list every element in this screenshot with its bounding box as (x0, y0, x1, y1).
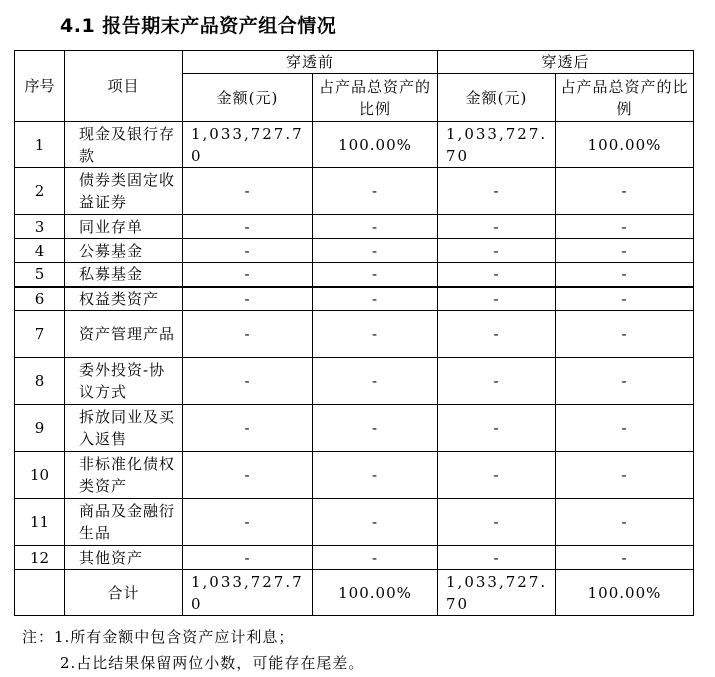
header-before-amount: 金额(元) (183, 74, 313, 122)
row-before-amount: - (183, 239, 313, 263)
row-item: 现金及银行存款 (65, 122, 183, 168)
row-before-ratio: - (313, 452, 438, 499)
total-no (15, 570, 65, 616)
row-after-amount: - (438, 358, 556, 405)
row-no: 8 (15, 358, 65, 405)
row-after-amount: - (438, 452, 556, 499)
row-item: 公募基金 (65, 239, 183, 263)
row-item: 非标准化债权类资产 (65, 452, 183, 499)
row-after-amount: - (438, 168, 556, 215)
row-before-ratio: - (313, 168, 438, 215)
row-before-ratio: - (313, 499, 438, 546)
total-before-amount: 1,033,727.70 (183, 570, 313, 616)
row-item: 同业存单 (65, 215, 183, 239)
row-no: 3 (15, 215, 65, 239)
row-after-ratio: - (556, 215, 694, 239)
row-after-ratio: - (556, 452, 694, 499)
row-before-amount: - (183, 546, 313, 570)
row-no: 5 (15, 263, 65, 287)
table-row (15, 239, 694, 263)
header-no: 序号 (15, 51, 65, 122)
row-after-amount: - (438, 405, 556, 452)
row-item: 权益类资产 (65, 287, 183, 311)
row-before-amount: 1,033,727.70 (183, 122, 313, 168)
row-after-ratio: - (556, 287, 694, 311)
row-after-amount: 1,033,727.70 (438, 122, 556, 168)
row-no: 2 (15, 168, 65, 215)
row-after-amount: - (438, 546, 556, 570)
row-after-ratio: - (556, 546, 694, 570)
row-item: 委外投资-协议方式 (65, 358, 183, 405)
row-before-amount: - (183, 311, 313, 358)
row-no: 6 (15, 287, 65, 311)
total-after-ratio: 100.00% (556, 570, 694, 616)
row-after-ratio: - (556, 405, 694, 452)
header-after: 穿透后 (438, 51, 694, 74)
row-after-ratio: - (556, 358, 694, 405)
row-after-ratio: - (556, 499, 694, 546)
row-item: 债券类固定收益证券 (65, 168, 183, 215)
table-row (15, 263, 694, 287)
row-after-amount: - (438, 263, 556, 287)
total-before-ratio: 100.00% (313, 570, 438, 616)
total-after-amount: 1,033,727.70 (438, 570, 556, 616)
row-after-amount: - (438, 215, 556, 239)
asset-allocation-table (14, 50, 694, 616)
row-before-ratio: - (313, 405, 438, 452)
row-before-amount: - (183, 168, 313, 215)
row-before-amount: - (183, 499, 313, 546)
row-item: 私募基金 (65, 263, 183, 287)
table-row (15, 215, 694, 239)
header-item: 项目 (65, 51, 183, 122)
row-before-amount: - (183, 452, 313, 499)
row-before-ratio: - (313, 239, 438, 263)
total-label: 合计 (65, 570, 183, 616)
row-after-ratio: - (556, 263, 694, 287)
row-after-amount: - (438, 239, 556, 263)
header-after-ratio: 占产品总资产的比例 (556, 74, 694, 122)
table-row (15, 122, 694, 168)
table-row (15, 452, 694, 499)
row-after-amount: - (438, 287, 556, 311)
note-line-2: 2.占比结果保留两位小数，可能存在尾差。 (60, 654, 365, 672)
row-before-ratio: - (313, 287, 438, 311)
row-before-ratio: - (313, 546, 438, 570)
row-item: 其他资产 (65, 546, 183, 570)
header-before: 穿透前 (183, 51, 438, 74)
row-after-amount: - (438, 499, 556, 546)
table-row (15, 405, 694, 452)
row-before-amount: - (183, 358, 313, 405)
row-before-amount: - (183, 287, 313, 311)
row-item: 拆放同业及买入返售 (65, 405, 183, 452)
row-item: 资产管理产品 (65, 311, 183, 358)
row-before-ratio: 100.00% (313, 122, 438, 168)
notes (22, 624, 364, 676)
row-after-ratio: - (556, 239, 694, 263)
header-row-group (15, 51, 694, 74)
table-row (15, 168, 694, 215)
row-after-amount: - (438, 311, 556, 358)
table-row (15, 499, 694, 546)
row-no: 11 (15, 499, 65, 546)
total-row (15, 570, 694, 616)
table-row (15, 287, 694, 311)
row-after-ratio: 100.00% (556, 122, 694, 168)
table-row (15, 546, 694, 570)
row-before-amount: - (183, 405, 313, 452)
row-after-ratio: - (556, 311, 694, 358)
header-before-ratio: 占产品总资产的比例 (313, 74, 438, 122)
row-before-amount: - (183, 263, 313, 287)
row-no: 1 (15, 122, 65, 168)
row-no: 7 (15, 311, 65, 358)
row-no: 10 (15, 452, 65, 499)
table-row (15, 311, 694, 358)
row-before-amount: - (183, 215, 313, 239)
row-before-ratio: - (313, 263, 438, 287)
table-row (15, 358, 694, 405)
row-before-ratio: - (313, 215, 438, 239)
row-after-ratio: - (556, 168, 694, 215)
row-no: 9 (15, 405, 65, 452)
row-no: 4 (15, 239, 65, 263)
row-before-ratio: - (313, 358, 438, 405)
row-item: 商品及金融衍生品 (65, 499, 183, 546)
header-after-amount: 金额(元) (438, 74, 556, 122)
note-line-1: 注：1.所有金额中包含资产应计利息； (22, 628, 295, 646)
row-before-ratio: - (313, 311, 438, 358)
section-title: 4.1 报告期末产品资产组合情况 (60, 15, 337, 37)
row-no: 12 (15, 546, 65, 570)
